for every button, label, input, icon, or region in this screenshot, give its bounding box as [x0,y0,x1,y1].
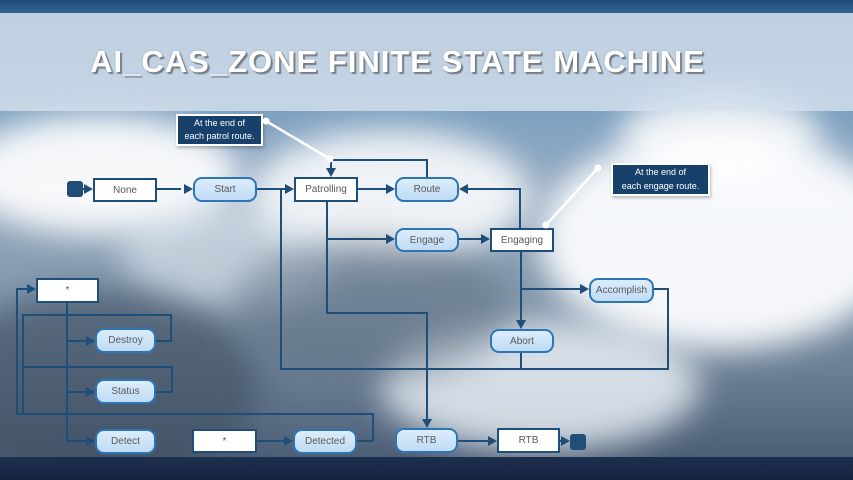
edge-engage-engaging [459,238,483,240]
arrowhead [184,184,193,194]
state-engaging: Engaging [490,228,554,252]
edge-any-detect [66,440,88,442]
edge-patrolling-rtb [426,312,428,419]
callout-text: At the end of [634,167,687,178]
callout-text: each engage route. [621,180,700,191]
arrowhead [86,336,95,346]
edge-any-status [66,391,88,393]
state-destroy: Destroy [95,328,156,353]
callout-patrol-route [176,114,263,146]
arrowhead [27,284,36,294]
sky-top-strip [0,0,853,13]
callout-engage-route [611,163,710,196]
edge-engaging-route [468,188,521,190]
state-any-top: * [36,278,99,303]
edge-return-horizontal [280,368,669,370]
state-start: Start [193,177,257,202]
edge-none-start [157,188,181,190]
callout-text: each patrol route. [184,131,255,141]
edge-patrolling-engage [326,238,386,240]
edge-any-trunk [66,303,68,442]
arrowhead [284,436,293,446]
state-rtb-2: RTB [497,428,560,453]
arrowhead [86,387,95,397]
state-any-bottom: * [192,429,257,453]
edge-left-trunk-outer [16,288,18,415]
cloud-shadow [230,240,510,380]
arrowhead [285,184,294,194]
edge-destroy-return [22,314,172,316]
state-abort: Abort [490,329,554,353]
state-detected: Detected [293,429,357,454]
edge-destroy-return [170,314,172,342]
edge-abort-return [520,353,522,370]
edge-rtb-rtb [458,440,489,442]
state-status: Status [95,379,156,404]
edge-status-return [171,366,173,393]
edge-detected-return [372,413,374,442]
edge-route-patrolling [426,159,428,177]
title-band [0,13,853,111]
state-detect: Detect [95,429,156,454]
arrowhead [386,184,395,194]
arrowhead [481,234,490,244]
edge-engaging-route [519,190,521,228]
edge-any-destroy [66,340,88,342]
edge-engaging-down [520,252,522,320]
state-engage: Engage [395,228,459,252]
state-none: None [93,178,157,202]
arrowhead [86,436,95,446]
callout-text: At the end of [193,117,246,128]
edge-start-patrolling [257,188,287,190]
edge-patrolling-route [358,188,388,190]
arrowhead [580,284,589,294]
edge-return-up [280,189,282,370]
arrowhead [561,436,570,446]
slide-title: AI_CAS_ZONE FINITE STATE MACHINE [90,44,705,79]
edge-route-patrolling [330,159,428,161]
state-route: Route [395,177,459,202]
edge-accomplish-return [667,288,669,370]
edge-status-return [22,366,173,368]
final-state-marker [570,434,586,450]
edge-patrolling-rtb [326,312,428,314]
edge-any-detected [257,440,285,442]
arrowhead [422,419,432,428]
arrowhead [84,184,93,194]
arrowhead [488,436,497,446]
bottom-bar [0,457,853,480]
arrowhead [326,168,336,177]
state-accomplish: Accomplish [589,278,654,303]
arrowhead [386,234,395,244]
state-patrolling: Patrolling [294,177,358,202]
edge-detected-return [16,413,374,415]
edge-patrolling-trunk [326,202,328,313]
arrowhead [516,320,526,329]
edge-engaging-accomplish [520,288,582,290]
arrowhead [459,184,468,194]
edge-detected-return [357,440,374,442]
edge-left-trunk-inner [22,314,24,415]
state-rtb-1: RTB [395,428,458,453]
initial-state-marker [67,181,83,197]
